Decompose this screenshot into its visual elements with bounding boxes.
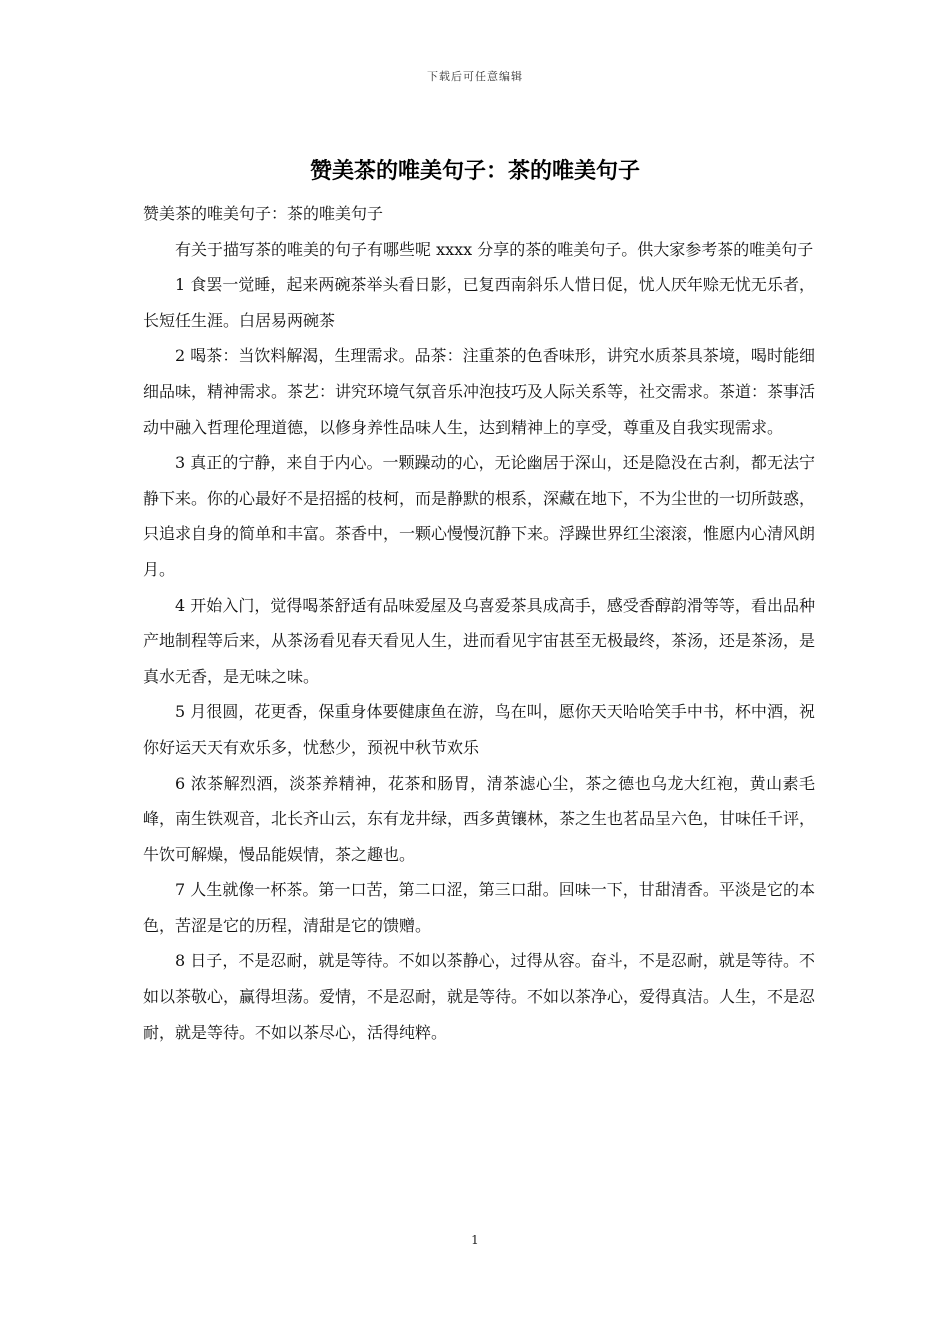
paragraph-3: 3 真正的宁静，来自于内心。一颗躁动的心，无论幽居于深山，还是隐没在古刹，都无法宁静下来。你的心最好不是招摇的枝柯，而是静默的根系，深藏在地下，不为尘世的一切所鼓惑，只追求自身的简单和丰富。茶香中，一颗心慢慢沉静下来。浮躁世界红尘滚滚，惟愿内心清风朗月。	[143, 453, 816, 579]
paragraph-8: 8 日子，不是忍耐，就是等待。不如以茶静心，过得从容。奋斗，不是忍耐，就是等待。不如以茶敬心，赢得坦荡。爱情，不是忍耐，就是等待。不如以茶净心，爱得真洁。人生，不是忍耐，就是等待。不如以茶尽心，活得纯粹。	[143, 951, 816, 1042]
paragraph-1: 1 食罢一觉睡，起来两碗茶举头看日影，已复西南斜乐人惜日促，忧人厌年赊无忧无乐者，长短任生涯。白居易两碗茶	[143, 275, 815, 330]
document-subtitle: 赞美茶的唯美句子：茶的唯美句子	[143, 204, 384, 223]
paragraph-intro: 有关于描写茶的唯美的句子有哪些呢 xxxx 分享的茶的唯美句子。供大家参考茶的唯美句子	[175, 239, 814, 259]
paragraph-7: 7 人生就像一杯茶。第一口苦，第二口涩，第三口甜。回味一下，甘甜清香。平淡是它的本色，苦涩是它的历程，清甜是它的馈赠。	[143, 880, 815, 935]
paragraph-4: 4 开始入门，觉得喝茶舒适有品味爱屋及乌喜爱茶具成高手，感受香醇韵滑等等，看出品种产地制程等后来，从茶汤看见春天看见人生，进而看见宇宙甚至无极最终，茶汤，还是茶汤，是真水无香，是无味之味。	[143, 595, 816, 686]
paragraph-6: 6 浓茶解烈酒，淡茶养精神，花茶和肠胃，清茶滤心尘，茶之德也乌龙大红袍，黄山素毛峰，南生铁观音，北长齐山云，东有龙井绿，西多黄镶林，茶之生也茗品呈六色，甘味任千评，牛饮可解燥，慢品能娱情，茶之趣也。	[143, 773, 816, 864]
paragraph-5: 5 月很圆，花更香，保重身体要健康鱼在游，鸟在叫，愿你天天哈哈笑手中书，杯中酒，祝你好运天天有欢乐多，忧愁少，预祝中秋节欢乐	[143, 702, 815, 757]
document-body	[143, 196, 815, 1050]
page-number: 1	[471, 1233, 479, 1247]
paragraph-2: 2 喝茶：当饮料解渴，生理需求。品茶：注重茶的色香味形，讲究水质茶具茶境，喝时能细细品味，精神需求。茶艺：讲究环境气氛音乐冲泡技巧及人际关系等，社交需求。茶道：茶事活动中融入哲理伦理道德，以修身养性品味人生，达到精神上的享受，尊重及自我实现需求。	[143, 346, 816, 437]
document-title: 赞美茶的唯美句子：茶的唯美句子	[309, 158, 640, 184]
page-header: 下载后可任意编辑	[427, 70, 523, 83]
